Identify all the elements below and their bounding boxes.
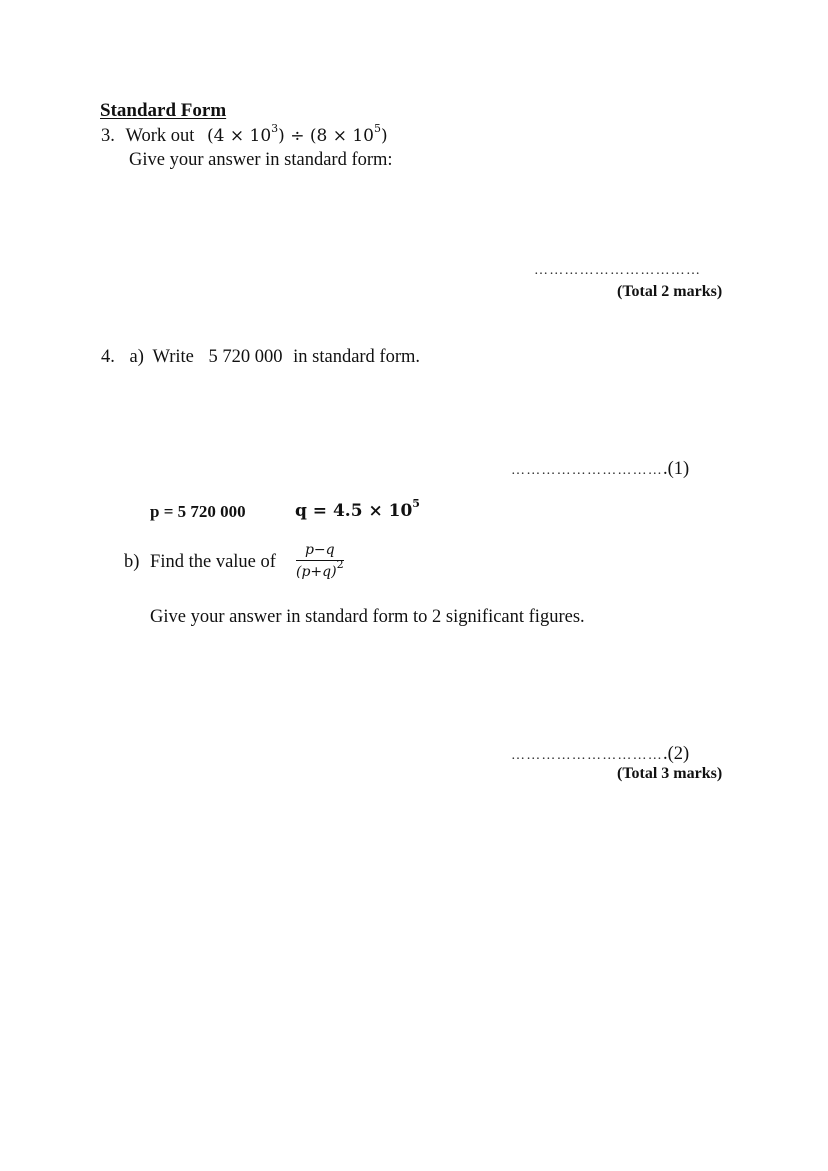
given-q: $q = 4.5 \times 10^5$ [295,497,420,521]
question-3-instruction: Give your answer in standard form: [129,150,393,170]
question-3-expression: $(4 \times 10^3) \div (8 \times 10^5)$ [207,122,388,146]
given-p: p = 5 720 000 [150,502,246,521]
question-3-number: 3. [101,126,115,146]
question-3-answer-line[interactable]: …………………………… [534,263,702,278]
question-4b-instruction: Give your answer in standard form to 2 significant figures. [150,607,585,627]
section-heading: Standard Form [100,100,227,121]
question-4a-answer [511,459,689,480]
question-4b-label: b) [124,552,140,572]
question-4a-line [101,347,420,368]
question-4b-fraction [296,541,344,581]
question-3-prefix: Work out [125,126,195,146]
question-4a-label: a) [129,347,144,367]
fraction-numerator: p−q [304,542,335,558]
question-4a-marks: .(1) [663,459,690,479]
question-3-line [101,122,388,147]
question-3-total-marks: (Total 2 marks) [617,283,723,300]
question-4-total-marks: (Total 3 marks) [617,765,723,782]
question-4a-answer-line[interactable]: ………………………… [511,463,663,478]
question-4b-line [124,552,276,573]
question-4b-answer-line[interactable]: ………………………… [511,748,663,763]
question-4a-value: 5 720 000 [208,347,283,367]
question-4-number: 4. [101,347,115,367]
question-4b-answer [511,744,689,765]
question-4a-text-before: Write [152,347,194,367]
question-4a-text-after: in standard form. [293,347,421,367]
question-4b-marks: .(2) [663,744,690,764]
fraction-denominator: $(p+q)^2$ [296,558,344,580]
question-4b-text: Find the value of [150,552,276,572]
